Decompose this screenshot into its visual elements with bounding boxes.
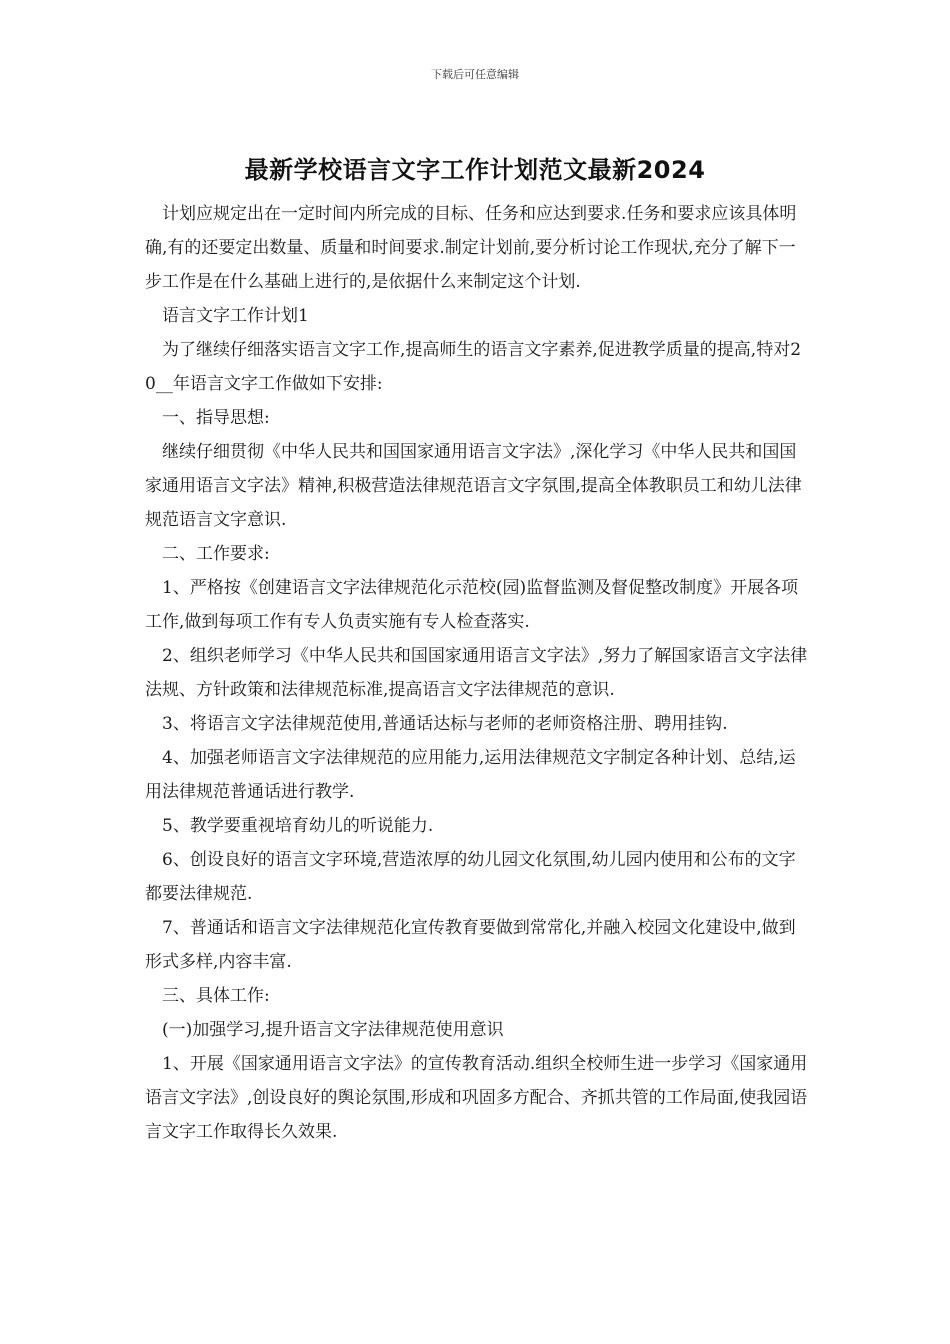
requirement-item-2: 2、组织老师学习《中华人民共和国国家通用语言文字法》,努力了解国家语言文字法律法规、方针政策和法律规范标准,提高语言文字法律规范的意识. (145, 646, 808, 700)
guiding-thought-paragraph: 继续仔细贯彻《中华人民共和国国家通用语言文字法》,深化学习《中华人民共和国国家通用语言文字法》精神,积极营造法律规范语言文字氛围,提高全体教职员工和幼儿法律规范语言文字意识. (145, 442, 802, 530)
plan-heading: 语言文字工作计划1 (162, 306, 309, 326)
header-note: 下载后可任意编辑 (431, 68, 519, 81)
requirement-item-4: 4、加强老师语言文字法律规范的应用能力,运用法律规范文字制定各种计划、总结,运用法律规范普通话进行教学. (145, 748, 796, 802)
intro-paragraph: 计划应规定出在一定时间内所完成的目标、任务和应达到要求.任务和要求应该具体明确,有的还要定出数量、质量和时间要求.制定计划前,要分析讨论工作现状,充分了解下一步工作是在什么基础上进行的,是依据什么来制定这个计划. (145, 204, 797, 292)
requirement-item-3: 3、将语言文字法律规范使用,普通话达标与老师的老师资格注册、聘用挂钩. (162, 714, 728, 734)
document-body (145, 197, 810, 1149)
page-title: 最新学校语言文字工作计划范文最新2024 (244, 156, 706, 184)
section-heading-work-requirements: 二、工作要求: (162, 544, 270, 564)
requirement-item-6: 6、创设良好的语言文字环境,营造浓厚的幼儿园文化氛围,幼儿园内使用和公布的文字都要法律规范. (145, 850, 796, 904)
section-heading-guiding-thought: 一、指导思想: (162, 408, 270, 428)
requirement-item-1: 1、严格按《创建语言文字法律规范化示范校(园)监督监测及督促整改制度》开展各项工作,做到每项工作有专人负责实施有专人检查落实. (145, 578, 799, 632)
section-heading-specific-work: 三、具体工作: (162, 986, 270, 1006)
subsection-heading-strengthen-learning: (一)加强学习,提升语言文字法律规范使用意识 (162, 1020, 504, 1040)
requirement-item-5: 5、教学要重视培育幼儿的听说能力. (162, 816, 434, 836)
plan-intro-paragraph: 为了继续仔细落实语言文字工作,提高师生的语言文字素养,促进教学质量的提高,特对20__年语言文字工作做如下安排: (145, 340, 802, 394)
requirement-item-7: 7、普通话和语言文字法律规范化宣传教育要做到常常化,并融入校园文化建设中,做到形式多样,内容丰富. (145, 918, 796, 972)
specific-work-item-1: 1、开展《国家通用语言文字法》的宣传教育活动.组织全校师生进一步学习《国家通用语言文字法》,创设良好的舆论氛围,形成和巩固多方配合、齐抓共管的工作局面,使我园语言文字工作取得长久效果. (145, 1054, 808, 1142)
